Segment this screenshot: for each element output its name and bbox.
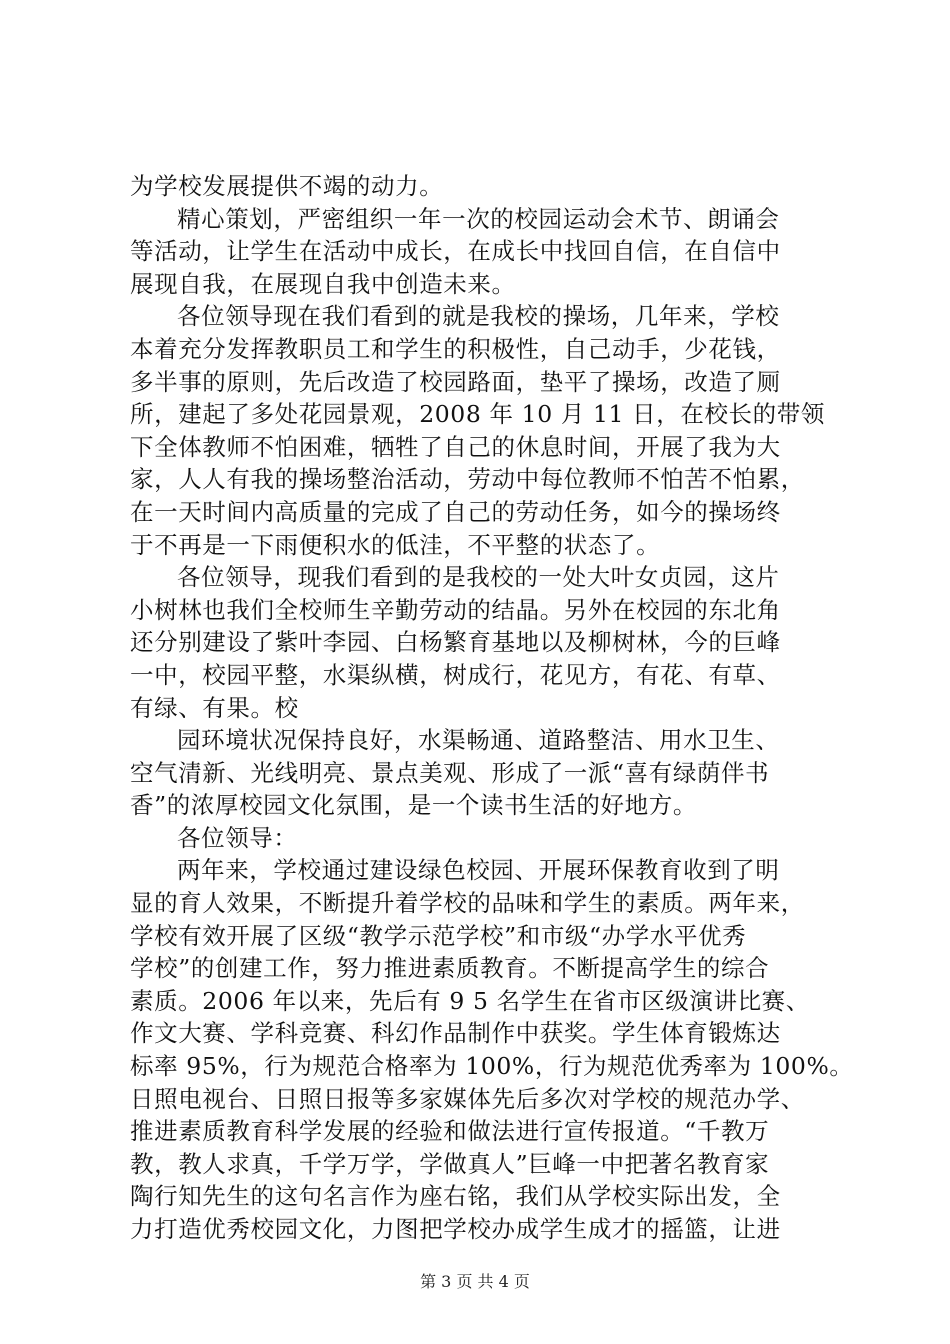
text-line: 各位领导，现我们看到的是我校的一处大叶女贞园，这片 — [177, 563, 780, 592]
text-line: 各位领导： — [177, 823, 298, 852]
text-line: 本着充分发挥教职员工和学生的积极性，自己动手，少花钱， — [130, 334, 781, 363]
text-line: 推进素质教育科学发展的经验和做法进行宣传报道。“千教万 — [130, 1117, 770, 1146]
text-line: 等活动，让学生在活动中成长，在成长中找回自信，在自信中 — [130, 237, 781, 266]
text-line: 园环境状况保持良好，水渠畅通、道路整洁、用水卫生、 — [177, 726, 780, 755]
text-line: 家，人人有我的操场整治活动，劳动中每位教师不怕苦不怕累， — [130, 465, 805, 494]
text-line: 标率 95%，行为规范合格率为 100%，行为规范优秀率为 100%。 — [130, 1052, 854, 1081]
document-body — [130, 170, 854, 1246]
text-line: 下全体教师不怕困难，牺牲了自己的休息时间，开展了我为大 — [130, 432, 781, 461]
text-line: 小树林也我们全校师生辛勤劳动的结晶。另外在校园的东北角 — [130, 595, 781, 624]
text-line: 素质。2006 年以来，先后有 9 5 名学生在省市区级演讲比赛、 — [130, 986, 810, 1015]
text-line: 作文大赛、学科竞赛、科幻作品制作中获奖。学生体育锻炼达 — [130, 1019, 781, 1048]
text-line: 教，教人求真，千学万学，学做真人”巨峰一中把著名教育家 — [130, 1149, 770, 1178]
text-line: 一中，校园平整，水渠纵横，树成行，花见方，有花、有草、 — [130, 660, 781, 689]
text-line: 多半事的原则，先后改造了校园路面，垫平了操场，改造了厕 — [130, 367, 781, 396]
text-line: 各位领导现在我们看到的就是我校的操场，几年来，学校 — [177, 302, 780, 331]
text-line: 陶行知先生的这句名言作为座右铭，我们从学校实际出发，全 — [130, 1182, 781, 1211]
text-line: 在一天时间内高质量的完成了自己的劳动任务，如今的操场终 — [130, 497, 781, 526]
text-line: 精心策划，严密组织一年一次的校园运动会术节、朗诵会 — [177, 204, 780, 233]
text-line: 于不再是一下雨便积水的低洼，不平整的状态了。 — [130, 530, 661, 559]
page-footer: 第 3 页 共 4 页 — [420, 1272, 530, 1291]
text-line: 有绿、有果。校 — [130, 693, 299, 722]
text-line: 还分别建设了紫叶李园、白杨繁育基地以及柳树林，今的巨峰 — [130, 628, 781, 657]
text-line: 显的育人效果，不断提升着学校的品味和学生的素质。两年来， — [130, 889, 805, 918]
text-line: 学校”的创建工作，努力推进素质教育。不断提高学生的综合 — [130, 954, 770, 983]
text-line: 两年来，学校通过建设绿色校园、开展环保教育收到了明 — [177, 856, 780, 885]
text-line: 所，建起了多处花园景观，2008 年 10 月 11 日，在校长的带领 — [130, 400, 825, 429]
text-line: 香”的浓厚校园文化氛围，是一个读书生活的好地方。 — [130, 791, 697, 820]
text-line: 学校有效开展了区级“教学示范学校”和市级“办学水平优秀 — [130, 921, 747, 950]
text-line: 日照电视台、日照日报等多家媒体先后多次对学校的规范办学、 — [130, 1084, 805, 1113]
text-line: 为学校发展提供不竭的动力。 — [130, 172, 444, 200]
text-line: 力打造优秀校园文化，力图把学校办成学生成才的摇篮，让进 — [130, 1215, 781, 1243]
text-line: 展现自我，在展现自我中创造未来。 — [130, 269, 516, 298]
text-line: 空气清新、光线明亮、景点美观、形成了一派“喜有绿荫伴书 — [130, 758, 770, 787]
